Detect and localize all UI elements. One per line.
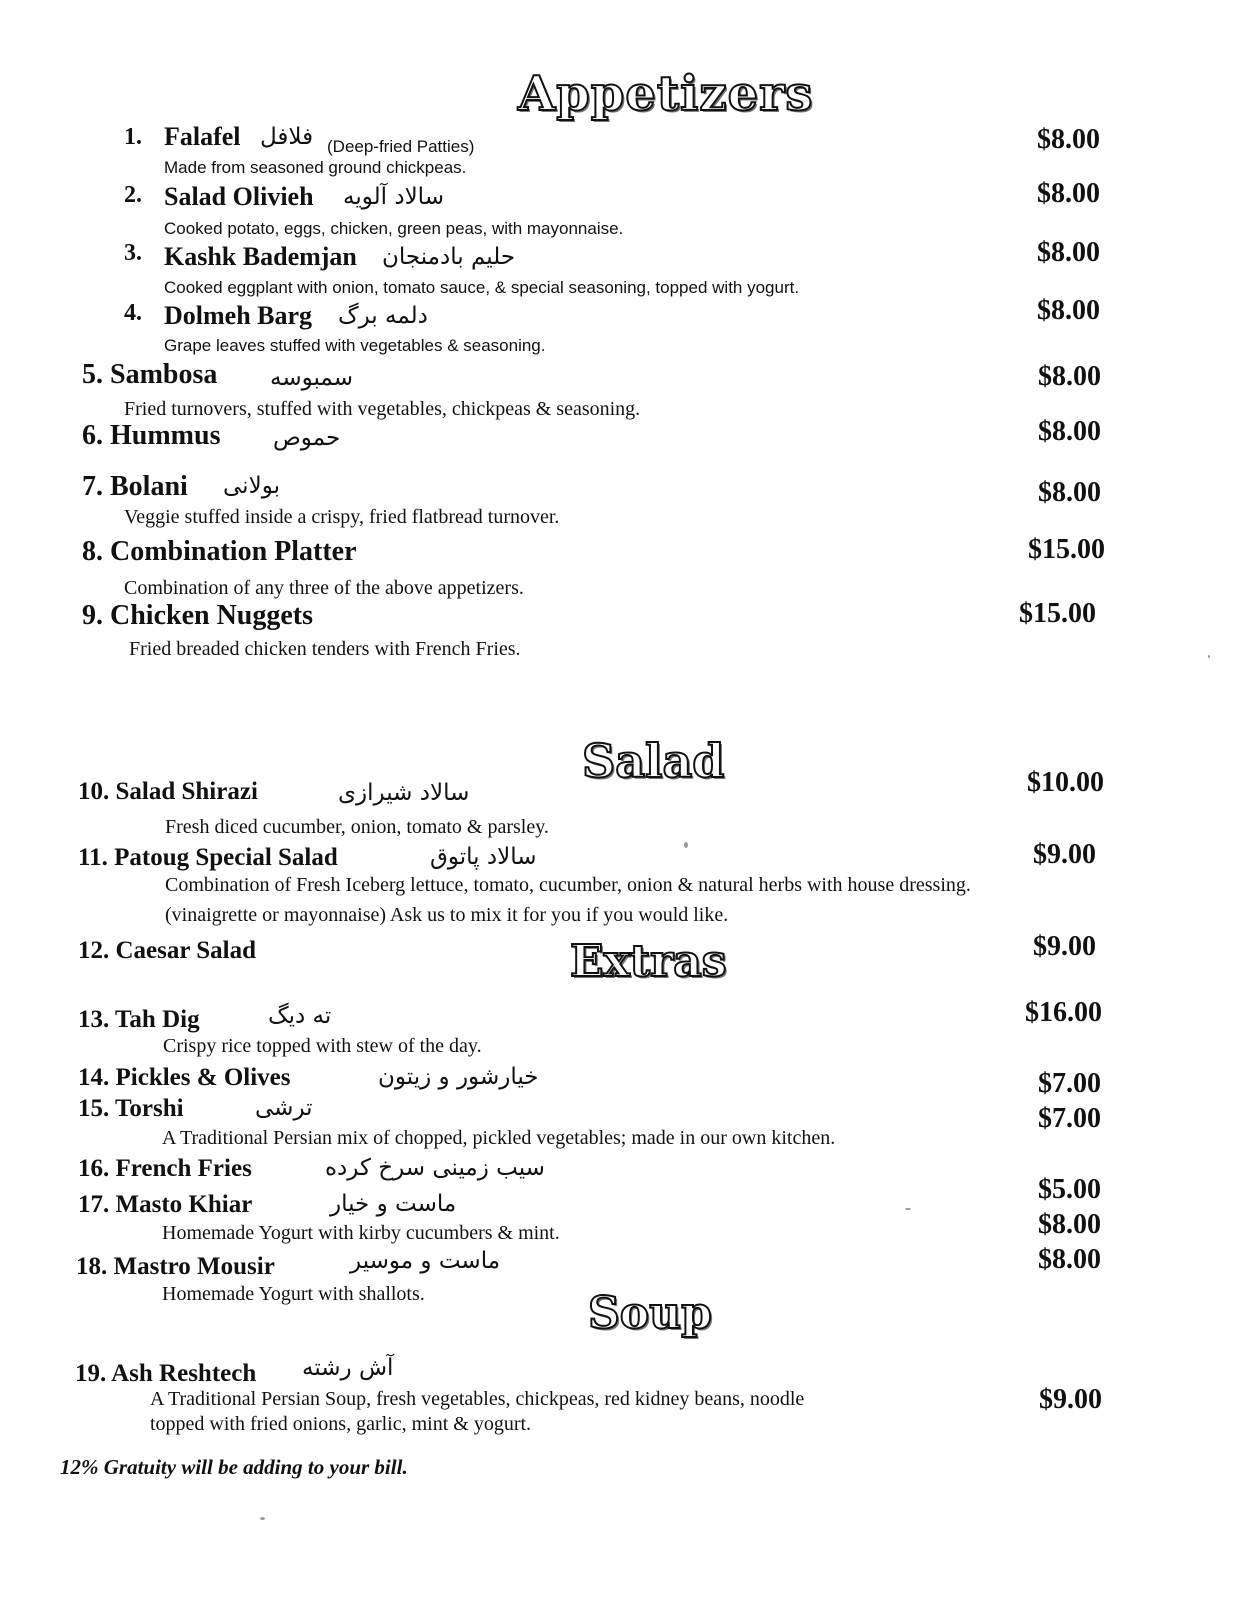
scan-speck [905,1208,911,1210]
item-number: 2. [124,182,142,208]
item-price: $8.00 [1037,124,1100,155]
item-name: 17. Masto Khiar [78,1191,253,1218]
item-description: Veggie stuffed inside a crispy, fried flatbread turnover. [124,506,560,528]
item-price: $8.00 [1038,1244,1101,1275]
item-price: $9.00 [1033,931,1096,962]
item-name: 16. French Fries [78,1155,252,1182]
item-name: 6. Hummus [82,420,221,451]
item-description: Fried turnovers, stuffed with vegetables, chickpeas & seasoning. [124,398,641,420]
item-price: $8.00 [1037,295,1100,326]
item-price: $9.00 [1039,1384,1102,1415]
item-number: 4. [124,300,142,326]
item-price: $15.00 [1019,598,1096,629]
item-name: 14. Pickles & Olives [78,1064,291,1091]
item-description: Crispy rice topped with stew of the day. [163,1035,482,1057]
item-name-farsi: ته دیگ [268,1003,332,1029]
item-name-farsi: سمبوسه [270,365,353,391]
item-name: 5. Sambosa [82,359,218,390]
item-name: 11. Patoug Special Salad [78,844,338,871]
item-number: 3. [124,240,142,266]
item-name: Kashk Bademjan [164,242,357,271]
item-name: Falafel [164,122,241,151]
item-name: 19. Ash Reshtech [75,1360,257,1387]
section-title-salad: Salad [582,734,725,788]
item-description: A Traditional Persian mix of chopped, pickled vegetables; made in our own kitchen. [162,1127,836,1149]
item-price: $8.00 [1037,178,1100,209]
section-title-extras: Extras [570,936,727,987]
item-name: 18. Mastro Mousir [76,1253,275,1280]
item-name-farsi: فلافل [260,124,314,150]
item-description-line2: topped with fried onions, garlic, mint & yogurt. [150,1413,532,1435]
item-name-farsi: حموص [273,425,341,451]
item-name-farsi: سالاد شیرازی [338,780,470,806]
item-name-farsi: ترشی [255,1095,313,1121]
item-name: 12. Caesar Salad [78,937,257,964]
item-price: $9.00 [1033,839,1096,870]
item-price: $10.00 [1027,767,1104,798]
item-name-farsi: حلیم بادمنجان [382,244,516,270]
item-name: 8. Combination Platter [82,536,357,567]
gratuity-note: 12% Gratuity will be adding to your bill. [60,1455,408,1479]
item-price: $7.00 [1038,1103,1101,1134]
item-price: $8.00 [1037,237,1100,268]
item-description: Combination of any three of the above appetizers. [124,577,524,599]
item-price: $8.00 [1038,416,1101,447]
item-name: 10. Salad Shirazi [78,778,258,805]
item-name-farsi: خیارشور و زیتون [378,1064,539,1090]
item-description: Homemade Yogurt with shallots. [162,1283,425,1305]
item-name-farsi: ماست و موسیر [350,1248,501,1274]
item-name-farsi: ماست و خیار [330,1191,457,1217]
item-description: Cooked eggplant with onion, tomato sauce, & special seasoning, topped with yogurt. [164,278,800,297]
item-price: $5.00 [1038,1174,1101,1205]
item-price: $7.00 [1038,1068,1101,1099]
scan-speck [1208,655,1210,658]
item-description: Grape leaves stuffed with vegetables & seasoning. [164,336,546,355]
item-description-line1: Combination of Fresh Iceberg lettuce, tomato, cucumber, onion & natural herbs with house dressing. [165,874,971,896]
item-name-farsi: سیب زمینی سرخ کرده [325,1155,545,1181]
item-name-farsi: بولانی [223,473,280,499]
item-number: 1. [124,124,142,150]
item-description: Homemade Yogurt with kirby cucumbers & mint. [162,1222,560,1244]
item-price: $15.00 [1028,534,1105,565]
item-description-line2: (vinaigrette or mayonnaise) Ask us to mix it for you if you would like. [165,904,729,926]
item-name: 13. Tah Dig [78,1006,200,1033]
item-name-farsi: دلمه برگ [338,303,428,329]
item-name-farsi: آش رشته [302,1355,394,1381]
item-note: (Deep-fried Patties) [327,137,475,156]
item-name-farsi: سالاد آلویه [343,184,444,210]
item-price: $8.00 [1038,477,1101,508]
section-title-appetizers: Appetizers [518,66,814,122]
item-price: $16.00 [1025,997,1102,1028]
scan-speck [684,842,688,848]
item-description: Made from seasoned ground chickpeas. [164,158,467,177]
item-description: Fried breaded chicken tenders with French Fries. [129,638,521,660]
item-name: 7. Bolani [82,471,188,502]
scan-speck [260,1517,265,1520]
item-name: Salad Olivieh [164,182,314,211]
item-name: Dolmeh Barg [164,301,313,330]
item-price: $8.00 [1038,361,1101,392]
item-description: Cooked potato, eggs, chicken, green peas, with mayonnaise. [164,219,624,238]
item-description: Fresh diced cucumber, onion, tomato & parsley. [165,816,549,838]
item-description-line1: A Traditional Persian Soup, fresh vegetables, chickpeas, red kidney beans, noodle [150,1388,805,1410]
item-price: $8.00 [1038,1209,1101,1240]
item-name: 9. Chicken Nuggets [82,600,314,631]
item-name: 15. Torshi [78,1095,184,1122]
item-name-farsi: سالاد پاتوق [430,844,537,870]
section-title-soup: Soup [588,1288,712,1339]
